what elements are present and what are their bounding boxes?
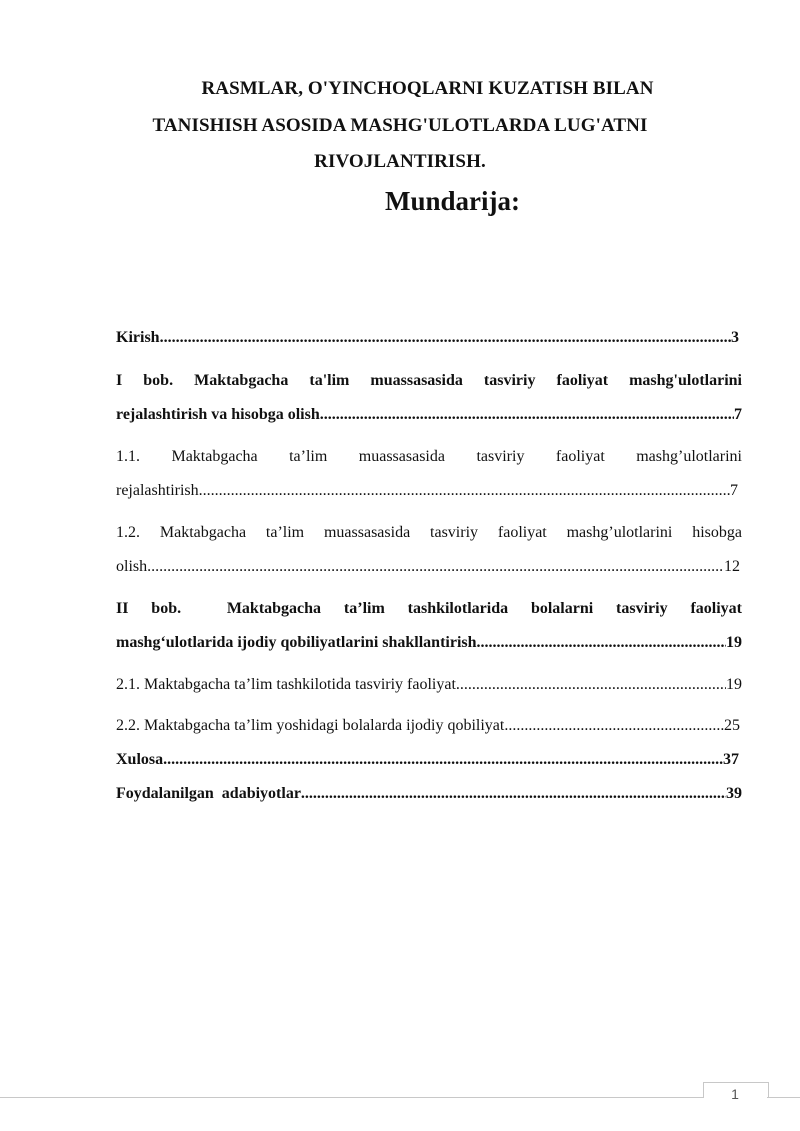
toc-entry-chapter-1 bbox=[116, 364, 742, 432]
toc-label: 2.2. Maktabgacha ta’lim yoshidagi bolalarda ijodiy qobiliyat bbox=[116, 717, 505, 734]
toc-entry-kirish bbox=[116, 321, 742, 355]
toc-page-number: 19 bbox=[726, 634, 742, 651]
toc-label-line-2: rejalashtirish bbox=[116, 482, 199, 499]
toc-page-number: 12 bbox=[724, 558, 740, 575]
toc-label-line-1: 1.1. Maktabgacha ta’lim muassasasida tasviriy faoliyat mashg’ulotlarini bbox=[116, 448, 742, 465]
toc-entry-chapter-2 bbox=[116, 592, 742, 660]
toc-label: 2.1. Maktabgacha ta’lim tashkilotida tasviriy faoliyat bbox=[116, 676, 456, 693]
toc-page-number: 7 bbox=[730, 482, 738, 499]
toc-label: Kirish bbox=[116, 329, 160, 346]
footer-rule-left bbox=[0, 1097, 703, 1098]
toc-leader-dots bbox=[163, 743, 723, 777]
toc-label: Xulosa bbox=[116, 751, 164, 768]
document-title-line-3: RIVOJLANTIRISH. bbox=[314, 151, 486, 172]
toc-entry-xulosa bbox=[116, 743, 742, 777]
toc-page-number: 25 bbox=[724, 717, 740, 734]
toc-label-line-1: 1.2. Maktabgacha ta’lim muassasasida tasviriy faoliyat mashg’ulotlarini hisobga bbox=[116, 524, 742, 541]
toc-label-line-1: II bob. Maktabgacha ta’lim tashkilotlarida bolalarni tasviriy faoliyat bbox=[116, 600, 742, 617]
toc-leader-dots bbox=[160, 321, 731, 355]
toc-leader-dots bbox=[147, 550, 724, 584]
toc-entry-section-2-1 bbox=[116, 668, 742, 702]
toc-page-number: 7 bbox=[734, 406, 742, 423]
toc-label: Foydalanilgan adabiyotlar bbox=[116, 785, 301, 802]
toc-entry-bibliography bbox=[116, 777, 742, 811]
footer-rule-right bbox=[767, 1097, 800, 1098]
page-number: 1 bbox=[731, 1086, 739, 1102]
toc-leader-dots bbox=[199, 474, 730, 508]
toc-label-line-1: I bob. Maktabgacha ta'lim muassasasida tasviriy faoliyat mashg'ulotlarini bbox=[116, 372, 742, 389]
toc-leader-dots bbox=[456, 668, 726, 702]
toc-page-number: 37 bbox=[723, 751, 739, 768]
toc-leader-dots bbox=[477, 626, 726, 660]
document-title-line-2: TANISHISH ASOSIDA MASHG'ULOTLARDA LUG'ATNI bbox=[152, 115, 648, 136]
document-title-line-1: RASMLAR, O'YINCHOQLARNI KUZATISH BILAN bbox=[201, 78, 654, 99]
toc-page-number: 3 bbox=[731, 329, 739, 346]
toc-entry-section-1-2 bbox=[116, 516, 742, 584]
toc-entry-section-2-2 bbox=[116, 709, 742, 743]
toc-leader-dots bbox=[504, 709, 724, 743]
toc-leader-dots bbox=[301, 777, 726, 811]
toc-page-number: 19 bbox=[726, 676, 742, 693]
toc-leader-dots bbox=[320, 398, 734, 432]
contents-heading: Mundarija: bbox=[385, 186, 520, 216]
toc-entry-section-1-1 bbox=[116, 440, 742, 508]
toc-page-number: 39 bbox=[726, 785, 742, 802]
toc-label-line-2: rejalashtirish va hisobga olish bbox=[116, 406, 320, 423]
toc-label-line-2: olish bbox=[116, 558, 148, 575]
toc-label-line-2: mashg‘ulotlarida ijodiy qobiliyatlarini shakllantirish bbox=[116, 634, 477, 651]
